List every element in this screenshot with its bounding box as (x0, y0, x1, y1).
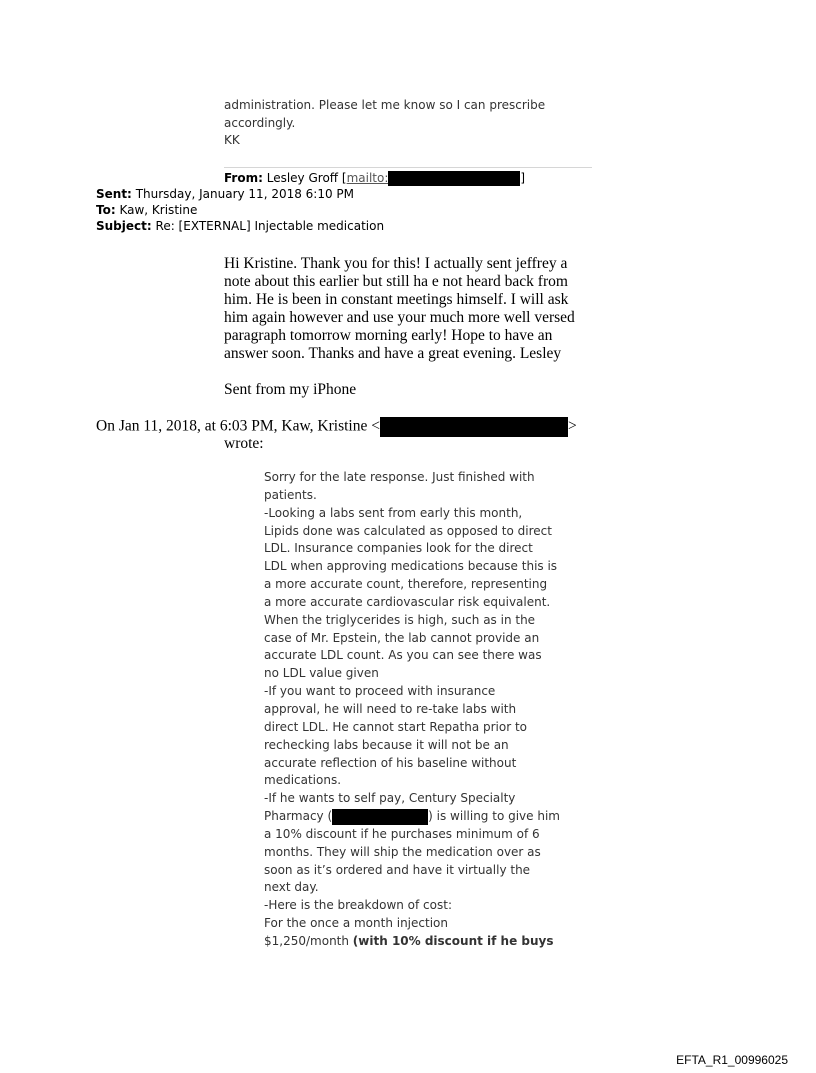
text-line: -If you want to proceed with insurance (264, 684, 496, 699)
from-name: Lesley Groff (266, 171, 339, 185)
text-line: him again however and use your much more well versed (224, 309, 575, 326)
pharmacy-prefix: Pharmacy ( (264, 809, 333, 824)
text-line: no LDL value given (264, 666, 379, 681)
text-line: -Looking a labs sent from early this month, (264, 505, 523, 520)
sent-line (96, 186, 384, 202)
subject-line (96, 218, 384, 234)
previous-reply-text (224, 97, 584, 150)
text-line: Sorry for the late response. Just finished with (264, 470, 535, 484)
text-line: patients. (264, 487, 317, 502)
to-value: Kaw, Kristine (119, 203, 198, 217)
subject-value: Re: [EXTERNAL] Injectable medication (155, 219, 385, 233)
mailto-bracket-close: ] (520, 171, 526, 185)
text-line: -If he wants to self pay, Century Specialty (264, 791, 516, 806)
text-line: -Here is the breakdown of cost: (264, 898, 452, 913)
pharmacy-suffix: ) is willing to give him (428, 809, 560, 824)
quote-intro-prefix: On Jan 11, 2018, at 6:03 PM, Kaw, Kristine < (96, 417, 380, 435)
header-divider (224, 167, 592, 168)
redaction-box (332, 809, 428, 825)
text-line: LDL when approving medications because this is (264, 559, 558, 574)
text-line: accurate LDL count. As you can see there was (264, 648, 542, 663)
from-line (224, 170, 525, 186)
text-line: direct LDL. He cannot start Repatha prior to (264, 719, 528, 734)
text-line: When the triglycerides is high, such as in the (264, 612, 536, 627)
text-line: case of Mr. Epstein, the lab cannot provide an (264, 630, 540, 645)
text-line: Hi Kristine. Thank you for this! I actually sent jeffrey a (224, 255, 568, 272)
kaw-message-body (264, 469, 564, 951)
mailto-link[interactable]: mailto: (346, 171, 389, 185)
text-line: approval, he will need to re-take labs with (264, 701, 517, 716)
document-id: EFTA_R1_00996025 (676, 1053, 788, 1067)
redaction-box (380, 417, 568, 437)
sent-value: Thursday, January 11, 2018 6:10 PM (135, 187, 355, 201)
text-line: a more accurate cardiovascular risk equivalent. (264, 594, 551, 609)
text-line: rechecking labs because it will not be an (264, 737, 509, 752)
text-line: note about this earlier but still ha e not heard back from (224, 273, 568, 290)
price-text: $1,250/month (264, 933, 353, 948)
email-header (96, 186, 384, 234)
text-line: For the once a month injection (264, 916, 448, 931)
text-line: months. They will ship the medication over as (264, 844, 541, 859)
subject-label: Subject: (96, 219, 152, 233)
mailto-bracket-open: [ (341, 171, 347, 185)
price-discount-note: (with 10% discount if he buys (352, 933, 554, 948)
text-line: paragraph tomorrow morning early! Hope to have an (224, 327, 553, 344)
text-line: a more accurate count, therefore, representing (264, 577, 548, 592)
text-line: KK (224, 133, 240, 147)
text-line: a 10% discount if he purchases minimum of 6 (264, 826, 540, 841)
from-label: From: (224, 171, 263, 185)
to-label: To: (96, 203, 116, 217)
quote-intro-suffix: > (568, 417, 577, 435)
signature-line: Sent from my iPhone (224, 381, 357, 398)
text-line: answer soon. Thanks and have a great evening. Lesley (224, 345, 562, 362)
text-line: administration. Please let me know so I can prescribe (224, 98, 546, 112)
quote-intro-line (96, 417, 577, 437)
to-line (96, 202, 384, 218)
text-line: medications. (264, 773, 342, 788)
text-line: accurate reflection of his baseline without (264, 755, 517, 770)
text-line: LDL. Insurance companies look for the direct (264, 541, 533, 556)
text-line: next day. (264, 880, 319, 895)
text-line: soon as it’s ordered and have it virtually the (264, 862, 531, 877)
sent-label: Sent: (96, 187, 132, 201)
quote-intro-wrote: wrote: (224, 435, 264, 452)
redaction-box (388, 171, 520, 186)
text-line: him. He is been in constant meetings himself. I will ask (224, 291, 569, 308)
pharmacy-line (264, 808, 564, 826)
price-line (264, 933, 564, 951)
text-line: accordingly. (224, 115, 296, 130)
lesley-message-body (224, 255, 589, 363)
text-line: Lipids done was calculated as opposed to direct (264, 523, 552, 538)
